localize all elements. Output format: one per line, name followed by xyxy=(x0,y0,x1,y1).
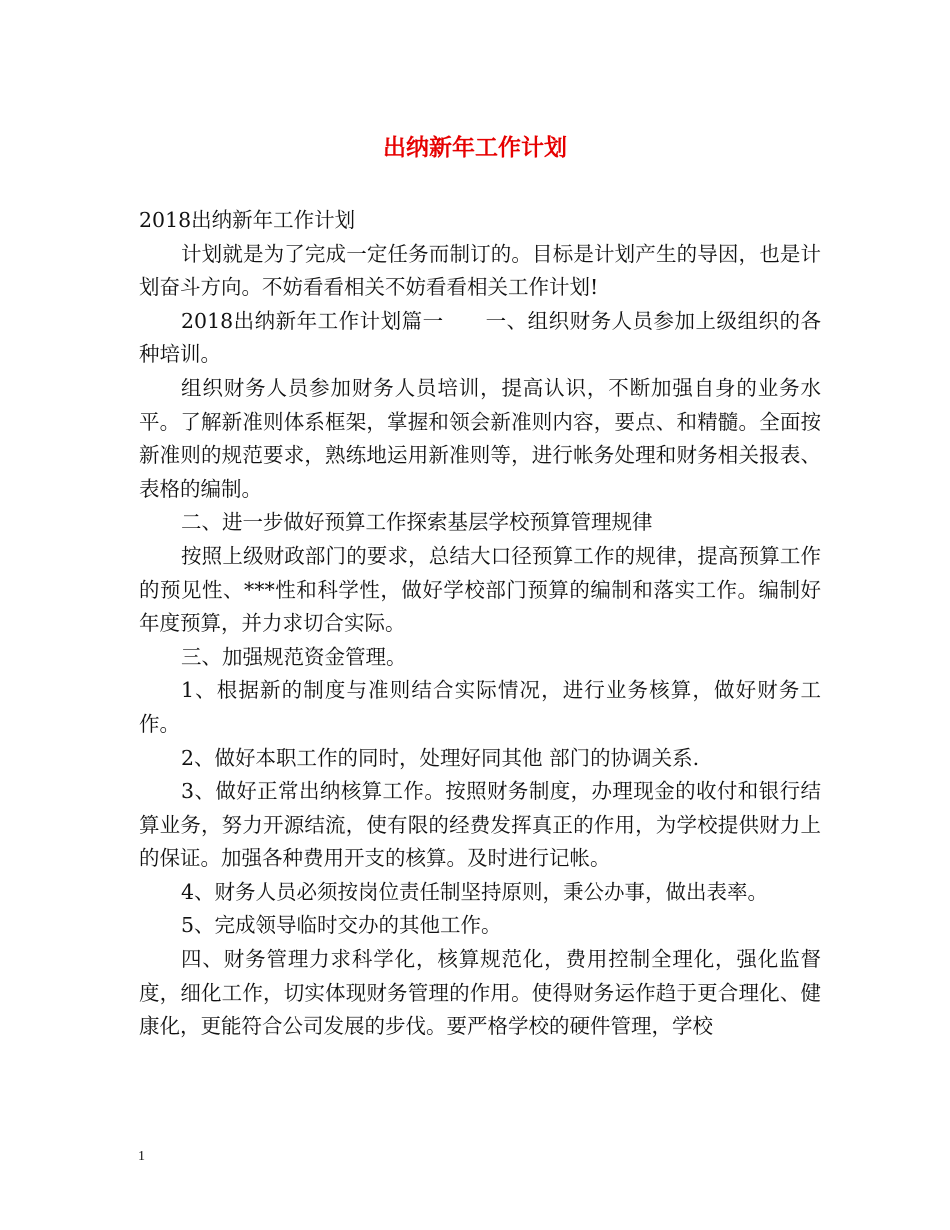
paragraph-section-one-heading: 2018出纳新年工作计划篇一 一、组织财务人员参加上级组织的各种培训。 xyxy=(139,308,821,367)
paragraph-intro: 计划就是为了完成一定任务而制订的。目标是计划产生的导因，也是计划奋斗方向。不妨看看相关不妨看看相关工作计划! xyxy=(139,241,821,300)
paragraph-item-4: 4、财务人员必须按岗位责任制坚持原则，秉公办事，做出表率。 xyxy=(181,879,769,904)
paragraph-item-2: 2、做好本职工作的同时，处理好同其他 部门的协调关系. xyxy=(181,745,700,770)
paragraph-training: 组织财务人员参加财务人员培训，提高认识，不断加强自身的业务水平。了解新准则体系框架，掌握和领会新准则内容，要点、和精髓。全面按新准则的规范要求，熟练地运用新准则等，进行帐务处理和财务相关报表、表格的编制。 xyxy=(139,375,821,501)
document-body xyxy=(139,204,821,1044)
page-number: 1 xyxy=(138,1149,145,1164)
paragraph-item-5: 5、完成领导临时交办的其他工作。 xyxy=(181,913,502,938)
document-title: 出纳新年工作计划 xyxy=(383,134,567,161)
paragraph-section-four: 四、财务管理力求科学化，核算规范化，费用控制全理化，强化监督度，细化工作，切实体现财务管理的作用。使得财务运作趋于更合理化、健康化，更能符合公司发展的步伐。要严格学校的硬件管理，学校 xyxy=(139,947,821,1039)
paragraph-budget: 按照上级财政部门的要求，总结大口径预算工作的规律，提高预算工作的预见性、***性和科学性，做好学校部门预算的编制和落实工作。编制好年度预算，并力求切合实际。 xyxy=(139,543,821,636)
paragraph-section-three-heading: 三、加强规范资金管理。 xyxy=(181,644,407,669)
paragraph-section-two-heading: 二、进一步做好预算工作探索基层学校预算管理规律 xyxy=(181,510,653,535)
document-subtitle: 2018出纳新年工作计划 xyxy=(139,208,356,232)
paragraph-item-1: 1、根据新的制度与准则结合实际情况，进行业务核算，做好财务工作。 xyxy=(139,678,821,736)
paragraph-item-3: 3、做好正常出纳核算工作。按照财务制度，办理现金的收付和银行结算业务，努力开源结流，使有限的经费发挥真正的作用，为学校提供财力上的保证。加强各种费用开支的核算。及时进行记帐。 xyxy=(139,779,821,871)
